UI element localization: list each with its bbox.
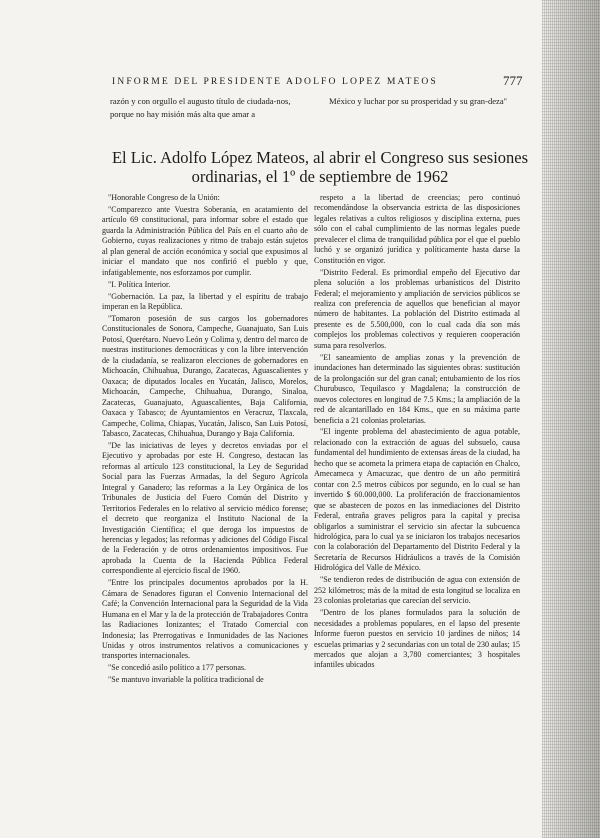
paragraph: "Tomaron posesión de sus cargos los gobernadores Constitucionales de Sonora, Campeche, Guanajuato, San Luis Potosí, Querétaro. Nuevo León y Colima y, dentro del marco de nuestras instituciones democráticas y con la libre intervención de la ciudadanía, se realizaron elecciones de gobernadores en Michoacán, Chihuahua, Durango, Zacatecas, Aguascalientes y Oaxaca; de diputados locales en Yucatán, Jalisco, Morelos, Michoacán, Campeche, Chihuahua, Durango, Sinaloa, Zacatecas, Guanajuato, Aguascalientes, Baja California, Oaxaca y Tabasco; de Ayuntamientos en Veracruz, Tlaxcala, Campeche, Colima, Chiapas, Yucatán, Jalisco, San Luis Potosí, Tabasco, Zacatecas, Chihuahua, Durango y Baja California.: [102, 313, 308, 438]
continuation-text-right: México y luchar por su prosperidad y su gran-deza'': [329, 96, 507, 106]
right-column: [314, 193, 520, 671]
paragraph: "Se tendieron redes de distribución de agua con extensión de 252 kilómetros; más de la mitad de esta longitud se localiza en 23 colonias proletarias que carecían del servicio.: [314, 575, 520, 606]
left-column: [102, 193, 308, 686]
section-title: El Lic. Adolfo López Mateos, al abrir el Congreso sus sesiones ordinarias, el 1º de septiembre de 1962: [111, 148, 529, 186]
paragraph: "De las iniciativas de leyes y decretos enviadas por el Ejecutivo y aprobadas por este H. Congreso, destacan las reformas al artículo 123 constitucional, la Ley de Seguridad Social para las Fuerzas Armadas, la del Seguro Agrícola Integral y Ganadero; las reformas a la Ley Orgánica de los Tribunales de Justicia del Fuero Común del Distrito y Territorios Federales en lo relativo al servicio médico forense; el decreto que reorganiza el Instituto Nacional de la Investigación Científica; el que deroga los impuestos de herencias y legados; las reformas y adiciones del Código Fiscal de la Federación y de otros ordenamientos impositivos. Fue aprobada la Cuenta de la Hacienda Pública Federal correspondiente al ejercicio fiscal de 1960.: [102, 440, 308, 576]
paragraph: "Comparezco ante Vuestra Soberanía, en acatamiento del artículo 69 constitucional, para informar sobre el estado que guarda la Administración Pública del País en el cuarto año de Gobierno, cuyas realizaciones y ritmo de trabajo están sujetos al plan general de acción económica y social que expusimos al iniciar el mandato que nos confirió el pueblo y que, infatigablemente, nos esforzamos por cumplir.: [102, 204, 308, 277]
page-number: 777: [503, 73, 523, 88]
paragraph: "Se concedió asilo político a 177 personas.: [108, 663, 247, 673]
paragraph: "Distrito Federal. Es primordial empeño del Ejecutivo dar plena solución a los problemas urbanísticos del Distrito Federal; el mejoramiento y ampliación de servicios públicos se realiza con preferencia de aquellos que benefician al mayor número de habitantes. La población del Distrito estimada al presente es de 5.500,000, con lo cual cada día son más complejos los problemas colectivos y requieren cooperación suma para resolverlos.: [314, 267, 520, 350]
paragraph: "Se mantuvo invariable la política tradicional de: [108, 675, 264, 685]
paragraph: "El saneamiento de amplias zonas y la prevención de inundaciones han determinado las siguientes obras: sustitución de la prolongación sur del gran canal; entubamiento de los ríos Churubusco, Tequilasco y Magdalena; la construcción de nuevos colectores en longitud de 7.5 Kms.; la ampliación de la red de alcantarillado en 184 Kms., que en su máxima parte beneficia a 21 colonias proletarias.: [314, 352, 520, 425]
paragraph: "Honorable Congreso de la Unión:: [108, 193, 220, 202]
paragraph: "El ingente problema del abastecimiento de agua potable, relacionado con la extracción de aguas del subsuelo, causa fundamental del hundimiento de extensas áreas de la ciudad, ha hecho que se acometa la primera etapa de captación en Chalco, Amecameca y Amacuzac, que dentro de un año permitirá contar con 2.5 metros cúbicos por segundo, en lo cual se han invertido $ 60.000,000. La proliferación de fraccionamientos que se abastecen de pozos en las inmediaciones del Distrito Federal, entraña graves peligros para la capital y precisa obligarlos a suministrar el servicio sin afectar la subcuenca hidrológica, para lo cual ya se iniciaron los trabajos necesarios con la colaboración del Departamento del Distrito Federal y la Secretaría de Recursos Hidráulicos a través de la Comisión Hidrológica del Valle de México.: [314, 427, 520, 573]
paragraph: "Dentro de los planes formulados para la solución de necesidades a problemas populares, en el lapso del presente Informe fueron puestos en servicio 10 jardines de niños; 14 escuelas primarias y 2 secundarias con un total de 230 aulas; 15 mercados que alojan a 3,780 comerciantes; 3 hospitales infantiles ubicados: [314, 608, 520, 670]
paragraph: "I. Política Interior.: [108, 279, 171, 289]
paragraph: respeto a la libertad de creencias; pero continuó recomendándose la observancia estricta de las disposiciones legales relativas a cultos religiosos y disciplina externa, pues sólo con el cabal cumplimiento de las normas legales puede prevalecer el clima de tranquilidad pública por el que el pueblo luchó y se organizó jurídica y políticamente hasta darse la Constitución en vigor.: [314, 193, 520, 265]
continuation-text-left: razón y con orgullo el augusto título de ciudada-nos, porque no hay misión más alta que amar a: [110, 96, 291, 120]
running-head: INFORME DEL PRESIDENTE ADOLFO LOPEZ MATEOS: [112, 76, 438, 87]
scan-edge-shadow: [542, 0, 600, 838]
paragraph: "Gobernación. La paz, la libertad y el espíritu de trabajo imperan en la República.: [102, 291, 308, 312]
paragraph: "Entre los principales documentos aprobados por la H. Cámara de Senadores figuran el Convenio Internacional del Café; la Convención Internacional para la Seguridad de la Vida Humana en el Mar y la de la protección de Trabajadores Contra las Radiaciones Ionizantes; el Tratado Comercial con Indonesia; las Prerrogativas e Inmunidades de las Naciones Unidas y otros instrumentos relativos a comunicaciones y transportes internacionales.: [102, 578, 308, 661]
